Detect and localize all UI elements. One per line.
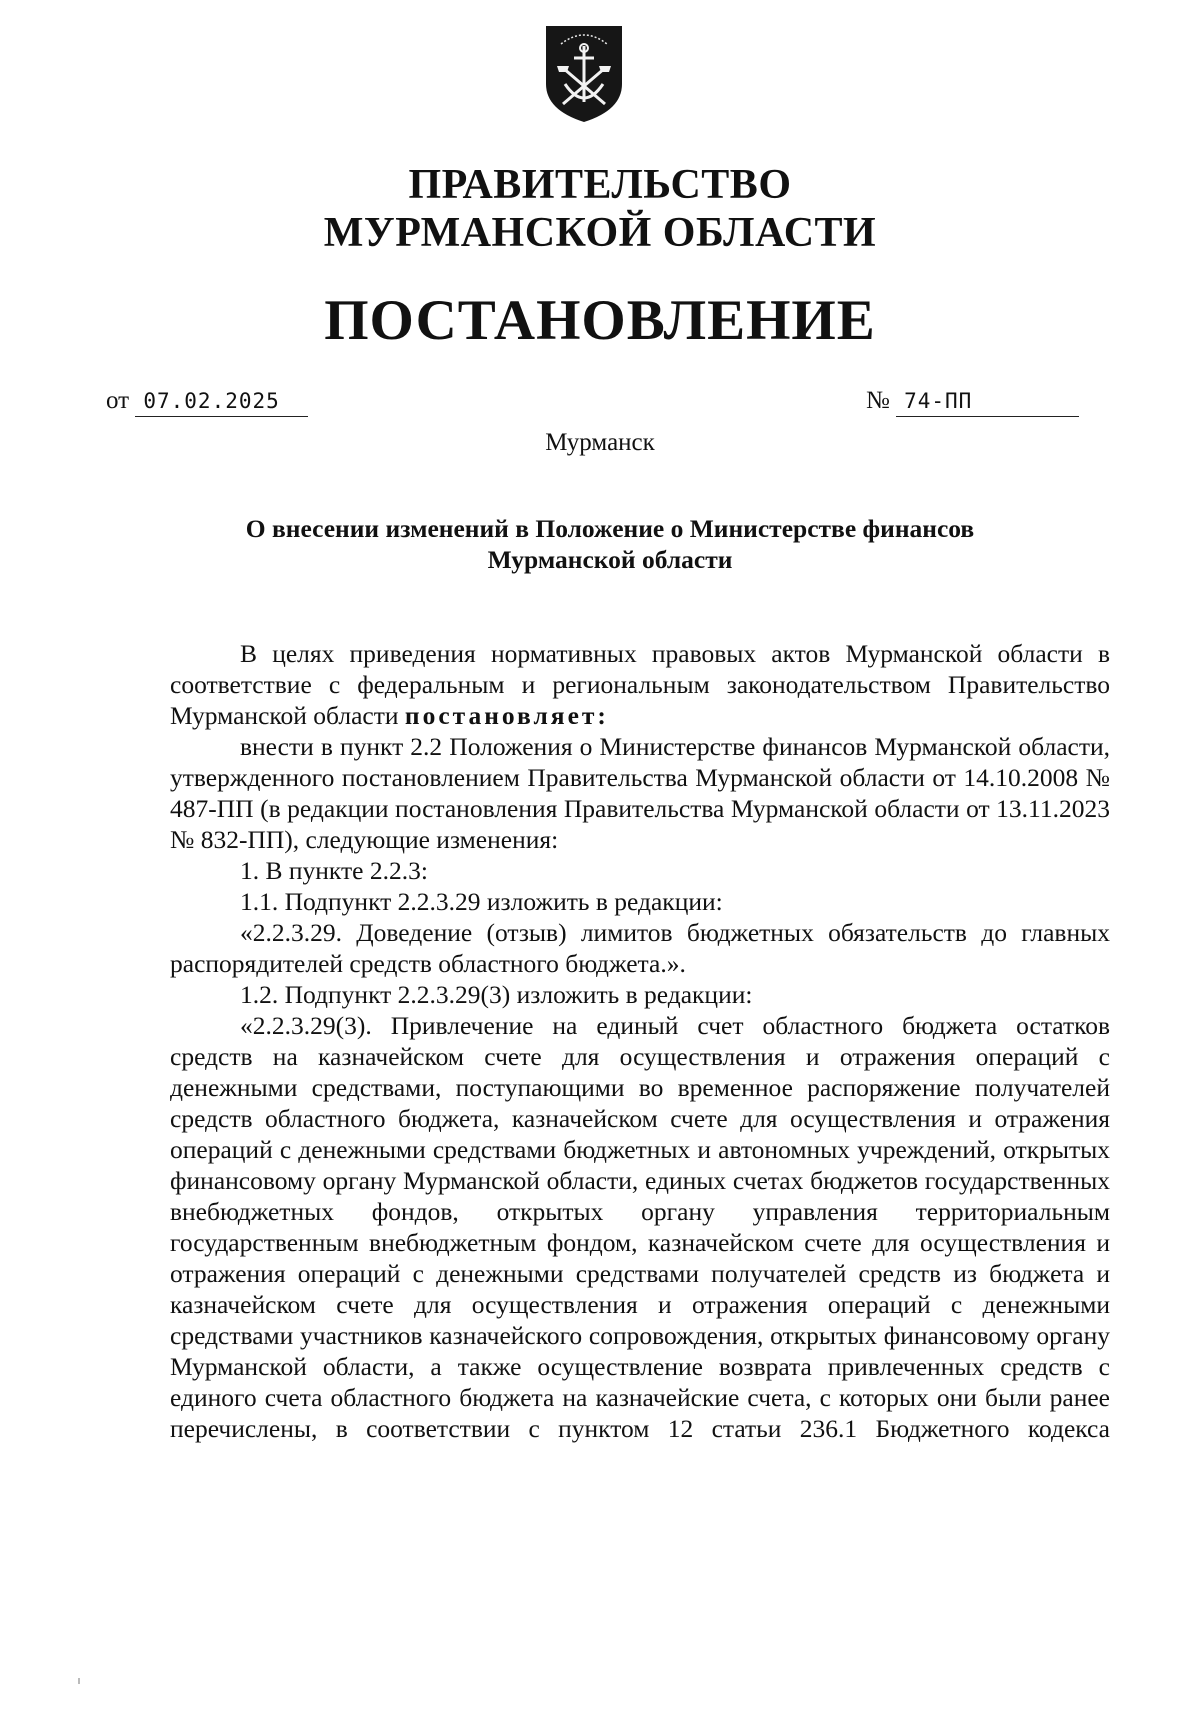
document-number	[866, 386, 1079, 417]
document-body	[170, 638, 1110, 1444]
paragraph-item-1-2: 1.2. Подпункт 2.2.3.29(3) изложить в редакции:	[240, 980, 753, 1009]
paragraph-quote-2-2-3-29-3: «2.2.3.29(3). Привлечение на единый счет областного бюджета остатков средств на казначейском счете для осуществления и отражения операций с денежными средствами, поступающими во временное распоряжение получателей средств областного бюджета, казначейском счете для осуществления и отражения операций с денежными средствами бюджетных и автономных учреждений, открытых финансовому органу Мурманской области, единых счетах бюджетов государственных внебюджетных фондов, открытых органу управления территориальным государственным внебюджетным фондом, казначейском счете для осуществления и отражения операций с денежными средствами получателей средств из бюджета и казначейском счете для осуществления и отражения операций с денежными средствами участников казначейского сопровождения, открытых финансовому органу Мурманской области, а также осуществление возврата привлеченных средств с единого счета областного бюджета на казначейские счета, с которых они были ранее перечислены, в соответствии с пунктом 12 статьи 236.1 Бюджетного кодекса	[170, 1011, 1110, 1443]
preamble-text: В целях приведения нормативных правовых актов Мурманской области в соответствие с федеральным и региональным законодательством Правительство Мурманской области	[170, 639, 1110, 730]
subject-line2: Мурманской области	[487, 545, 733, 574]
document-date	[106, 386, 308, 417]
document-type-heading: ПОСТАНОВЛЕНИЕ	[324, 289, 876, 352]
city-name: Мурманск	[545, 429, 655, 456]
paragraph-quote-2-2-3-29: «2.2.3.29. Доведение (отзыв) лимитов бюджетных обязательств до главных распорядителей средств областного бюджета.».	[170, 918, 1110, 978]
document-subject	[180, 513, 1040, 575]
preamble-decree-word: постановляет:	[404, 701, 609, 730]
date-prefix: от	[106, 387, 130, 414]
number-value: 74-ПП	[896, 386, 1079, 417]
number-prefix: №	[866, 387, 890, 414]
coat-of-arms-emblem	[543, 22, 625, 124]
date-value: 07.02.2025	[135, 386, 308, 417]
government-title-line2: МУРМАНСКОЙ ОБЛАСТИ	[323, 210, 877, 256]
paragraph-amendment-intro: внести в пункт 2.2 Положения о Министерстве финансов Мурманской области, утвержденного постановлением Правительства Мурманской области от 14.10.2008 № 487-ПП (в редакции постановления Правительства Мурманской области от 13.11.2023 № 832-ПП), следующие изменения:	[170, 732, 1110, 854]
paragraph-item-1: 1. В пункте 2.2.3:	[240, 856, 428, 885]
paragraph-preamble	[170, 638, 1110, 731]
subject-line1: О внесении изменений в Положение о Министерстве финансов	[245, 514, 975, 543]
paragraph-item-1-1: 1.1. Подпункт 2.2.3.29 изложить в редакции:	[240, 887, 723, 916]
government-title-line1: ПРАВИТЕЛЬСТВО	[408, 162, 792, 208]
scan-mark	[78, 1678, 80, 1684]
